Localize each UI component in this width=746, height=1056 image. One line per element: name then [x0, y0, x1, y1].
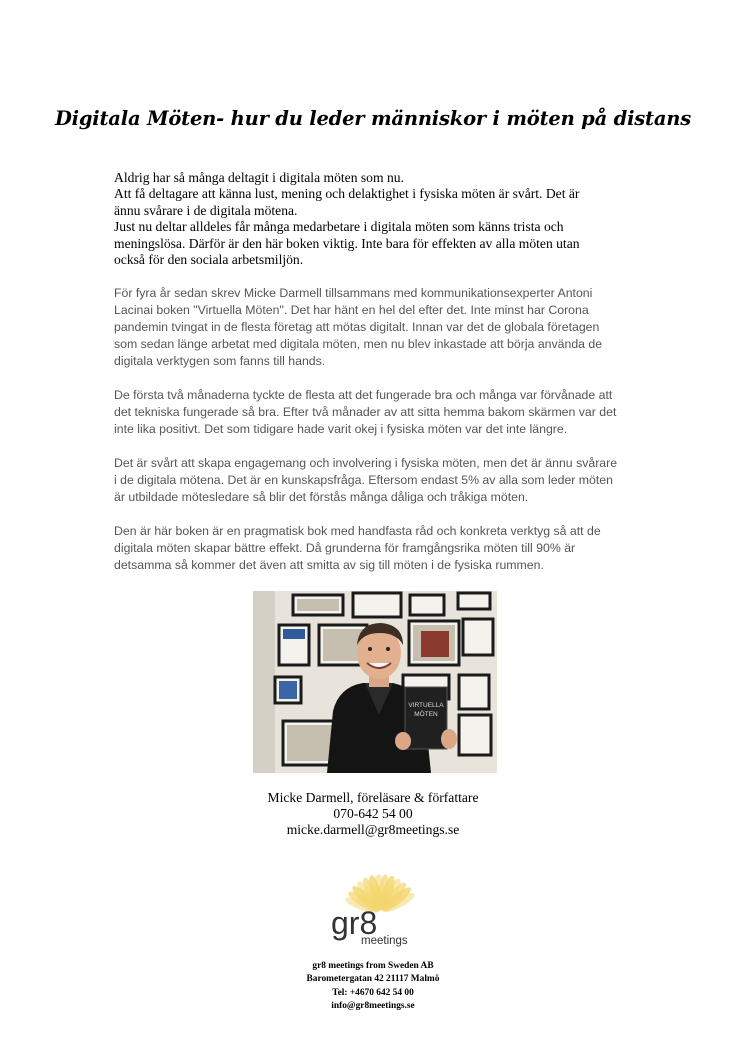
body-paragraph: För fyra år sedan skrev Micke Darmell tillsammans med kommunikationsexperter Antoni Lacinai boken "Virtuella Möten". Det har hänt en hel del efter det. Inte minst har Corona pandemin tvingat in de flesta företag att mötas digitalt. Innan var det de globala företagen som sedan länge arbetat med digitala möten, men nu blev inkastade att börja använda de digitala verktygen som fanns till hands. [114, 286, 603, 369]
footer-address: Barometergatan 42 21117 Malmö [306, 974, 440, 985]
body-paragraph: Det är svårt att skapa engagemang och involvering i fysiska möten, men det är ännu svårare i de digitala mötena. Det är en kunskapsfråga. Eftersom endast 5% av alla som leder möten är utbildade mötesledare så blir det förstås många dåliga och tråkiga möten. [114, 456, 618, 505]
contact-phone: 070-642 54 00 [333, 805, 413, 821]
footer-email[interactable]: info@gr8meetings.se [331, 1000, 415, 1011]
intro-line: Just nu deltar alldeles får många medarbetare i digitala möten som känns trista och meningslösa. Därför är den här boken viktig. Inte bara för effekten av alla möten utan också för den sociala arbetsmiljön. [114, 219, 580, 268]
contact-name: Micke Darmell, föreläsare & författare [267, 790, 479, 805]
body-paragraph: De första två månaderna tyckte de flesta att det fungerade bra och många var förvånade att det tekniska fungerade så bra. Efter två månader av att sitta hemma bakom skärmen var det inte lika positivt. Det som tidigare hade varit okej i fysiska möten var det inte längre. [114, 388, 617, 437]
footer-tel: Tel: +4670 642 54 00 [332, 987, 414, 998]
book-title-line: MÖTEN [414, 711, 438, 718]
intro-line: Aldrig har så många deltagit i digitala möten som nu. [114, 170, 404, 185]
company-logo [323, 872, 423, 952]
author-photo [253, 591, 497, 773]
body-paragraph: Den är här boken är en pragmatisk bok med handfasta råd och konkreta verktyg så att de digitala möten skapar bättre effekt. Då grunderna för framgångsrika möten till 90% är detsamma så kommer det även att smitta av sig till möten i de fysiska rummen. [114, 524, 601, 573]
book-title-line: VIRTUELLA [408, 702, 444, 709]
intro-block [114, 170, 634, 268]
contact-email[interactable]: micke.darmell@gr8meetings.se [286, 821, 460, 837]
intro-line: Att få deltagare att känna lust, mening och delaktighet i fysiska möten är svårt. Det är ännu svårare i de digitala mötena. [114, 186, 580, 218]
contact-block [0, 790, 746, 837]
logo-word: meetings [361, 935, 408, 947]
page-title: Digitala Möten- hur du leder människor i möten på distans [54, 107, 692, 130]
footer-block [0, 960, 746, 1013]
logo-mark: gr8 [331, 905, 378, 941]
footer-company: gr8 meetings from Sweden AB [312, 961, 434, 971]
